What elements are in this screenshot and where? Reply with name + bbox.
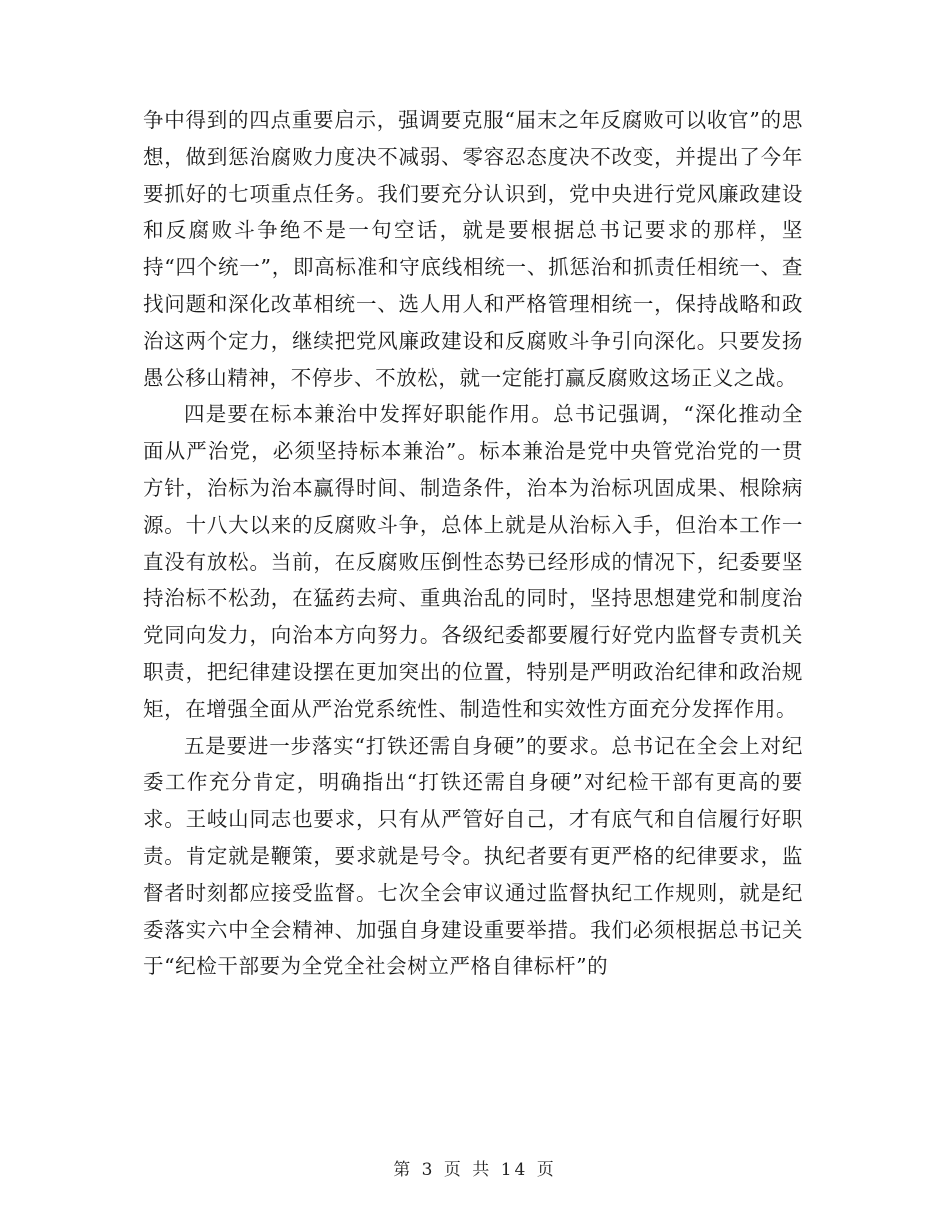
document-body <box>143 102 803 985</box>
paragraph-2: 四是要在标本兼治中发挥好职能作用。总书记强调，“深化推动全面从严治党，必须坚持标本兼治”。标本兼治是党中央管党治党的一贯方针，治标为治本赢得时间、制造条件，治本为治标巩固成果、根除病源。十八大以来的反腐败斗争，总体上就是从治标入手，但治本工作一直没有放松。当前，在反腐败压倒性态势已经形成的情况下，纪委要坚持治标不松劲，在猛药去疴、重典治乱的同时，坚持思想建党和制度治党同向发力，向治本方向努力。各级纪委都要履行好党内监督专责机关职责，把纪律建设摆在更加突出的位置，特别是严明政治纪律和政治规矩，在增强全面从严治党系统性、制造性和实效性方面充分发挥作用。 <box>143 402 803 721</box>
page-number-footer: 第 3 页 共 14 页 <box>393 1160 557 1180</box>
paragraph-1: 争中得到的四点重要启示，强调要克服“届末之年反腐败可以收官”的思想，做到惩治腐败力度决不减弱、零容忍态度决不改变，并提出了今年要抓好的七项重点任务。我们要充分认识到，党中央进行党风廉政建设和反腐败斗争绝不是一句空话，就是要根据总书记要求的那样，坚持“四个统一”，即高标准和守底线相统一、抓惩治和抓责任相统一、查找问题和深化改革相统一、选人用人和严格管理相统一，保持战略和政治这两个定力，继续把党风廉政建设和反腐败斗争引向深化。只要发扬愚公移山精神，不停步、不放松，就一定能打赢反腐败这场正义之战。 <box>143 108 803 390</box>
paragraph-3: 五是要进一步落实“打铁还需自身硬”的要求。总书记在全会上对纪委工作充分肯定，明确指出“打铁还需自身硬”对纪检干部有更高的要求。王岐山同志也要求，只有从严管好自己，才有底气和自信履行好职责。肯定就是鞭策，要求就是号令。执纪者要有更严格的纪律要求，监督者时刻都应接受监督。七次全会审议通过监督执纪工作规则，就是纪委落实六中全会精神、加强自身建设重要举措。我们必须根据总书记关于“纪检干部要为全党全社会树立严格自律标杆”的 <box>143 733 803 979</box>
